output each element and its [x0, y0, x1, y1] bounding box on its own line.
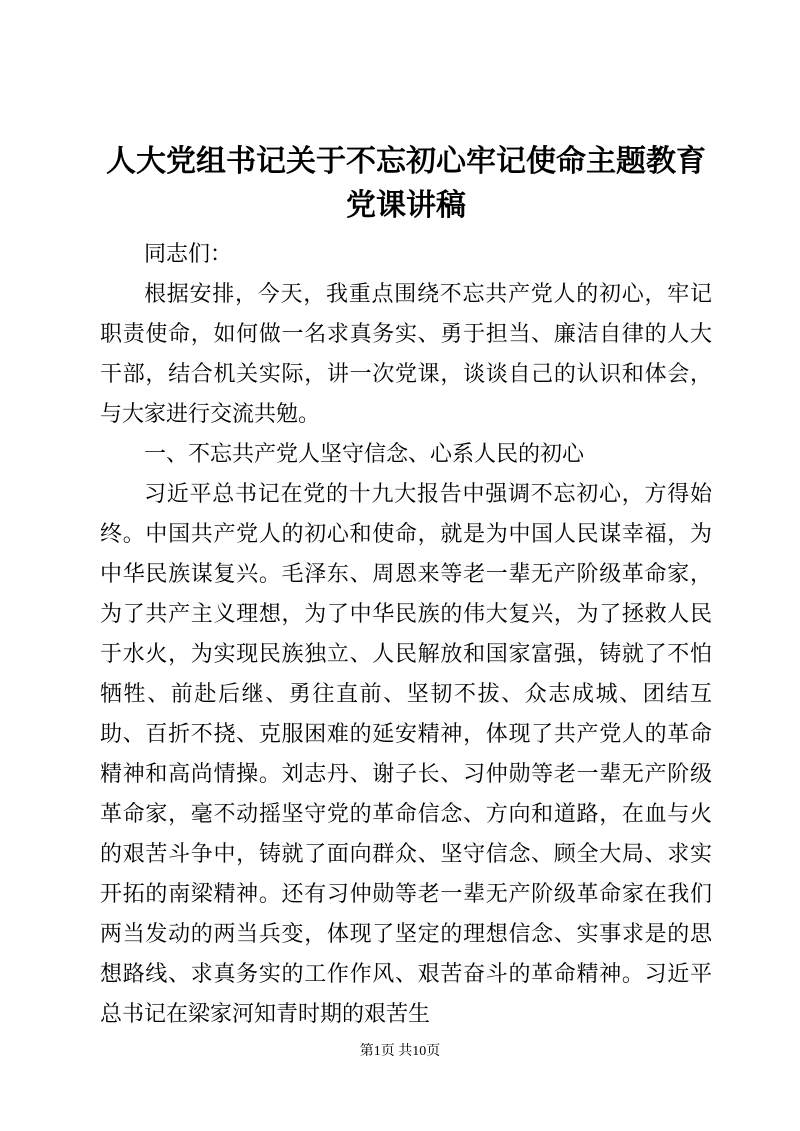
document-body [100, 234, 712, 1034]
document-content [100, 140, 712, 1034]
paragraph: 习近平总书记在党的十九大报告中强调不忘初心，方得始终。中国共产党人的初心和使命，就是为中国人民谋幸福，为中华民族谋复兴。毛泽东、周恩来等老一辈无产阶级革命家，为了共产主义理想，为了中华民族的伟大复兴，为了拯救人民于水火，为实现民族独立、人民解放和国家富强，铸就了不怕牺牲、前赴后继、勇往直前、坚韧不拔、众志成城、团结互助、百折不挠、克服困难的延安精神，体现了共产党人的革命精神和高尚情操。刘志丹、谢子长、习仲勋等老一辈无产阶级革命家，毫不动摇坚守党的革命信念、方向和道路，在血与火的艰苦斗争中，铸就了面向群众、坚守信念、顾全大局、求实开拓的南梁精神。还有习仲勋等老一辈无产阶级革命家在我们两当发动的两当兵变，体现了坚定的理想信念、实事求是的思想路线、求真务实的工作作风、艰苦奋斗的革命精神。习近平总书记在梁家河知青时期的艰苦生 [100, 481, 712, 1026]
paragraph: 根据安排，今天，我重点围绕不忘共产党人的初心，牢记职责使命，如何做一名求真务实、勇于担当、廉洁自律的人大干部，结合机关实际，讲一次党课，谈谈自己的认识和体会，与大家进行交流共勉。 [100, 281, 712, 426]
page-footer [0, 1040, 800, 1060]
page-indicator: 第1页 共10页 [359, 1044, 441, 1059]
paragraph: 同志们： [144, 241, 233, 266]
document-title: 人大党组书记关于不忘初心牢记使命主题教育党课讲稿 [106, 145, 706, 222]
section-heading: 一、不忘共产党人坚守信念、心系人民的初心 [144, 441, 585, 466]
